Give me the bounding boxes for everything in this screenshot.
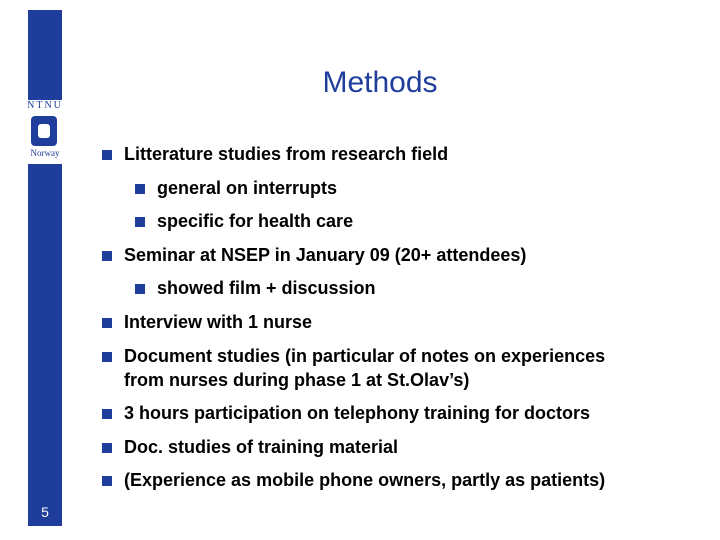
ntnu-logo bbox=[24, 100, 66, 164]
bullet-square-icon bbox=[102, 318, 112, 328]
slide-title: Methods bbox=[322, 66, 438, 99]
bullet-square-icon bbox=[135, 284, 145, 294]
bullet-square-icon bbox=[102, 150, 112, 160]
bullet-square-icon bbox=[102, 443, 112, 453]
bullet-square-icon bbox=[135, 184, 145, 194]
bullet-square-icon bbox=[102, 409, 112, 419]
logo-bottom-text: Norway bbox=[30, 148, 60, 158]
bullet-square-icon bbox=[102, 352, 112, 362]
logo-top-text: NTNU bbox=[27, 100, 63, 111]
page-number: 5 bbox=[41, 504, 49, 520]
side-bar bbox=[28, 10, 62, 526]
bullet-square-icon bbox=[102, 251, 112, 261]
bullet-square-icon bbox=[102, 476, 112, 486]
bullet-square-icon bbox=[135, 217, 145, 227]
ntnu-logo-icon bbox=[31, 116, 57, 146]
